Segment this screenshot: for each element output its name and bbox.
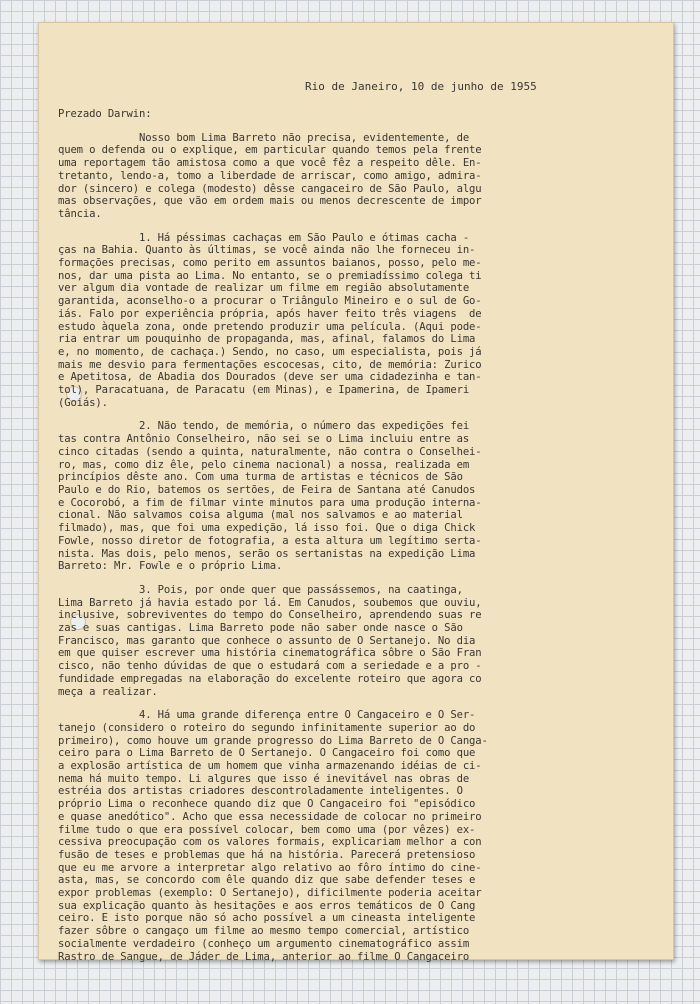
text-line: 4. Há uma grande diferença entre O Cangaceiro e O Ser- (58, 709, 476, 722)
text-line: próprio Lima o reconhece quando diz que O Cangaceiro foi "episódico (58, 798, 476, 811)
paragraph-gap (58, 221, 646, 232)
text-line: tanejo (considero o roteiro do segundo infinitamente superior ao do (58, 721, 476, 734)
text-line: zas e suas cantigas. Lima Barreto pode não saber onde nasce o São (58, 622, 463, 635)
text-line: Francisco, mas garanto que conhece o assunto de O Sertanejo. No dia (58, 634, 476, 647)
text-line: e quase anedótico". Acho que essa necessidade de colocar no primeiro (58, 810, 482, 823)
text-line: filme tudo o que era possível colocar, bem como uma (por vêzes) ex- (58, 823, 476, 836)
text-line: inclusive, sobreviventes do tempo do Conselheiro, aprendendo suas re (58, 609, 482, 622)
text-line: filmado), mas, que foi uma expedição, lá isso foi. Que o diga Chick (58, 522, 476, 535)
text-line: fundidade empregadas na elaboração do excelente roteiro que agora co (58, 672, 482, 685)
text-line: 2. Não tendo, de memória, o número das expedições fei (58, 420, 470, 433)
text-line: em que quiser escrever uma história cinematográfica sôbre o São Fran (58, 647, 482, 660)
text-line: nema há muito tempo. Li algures que isso é inevitável nas obras de (58, 772, 470, 785)
text-line: ro, mas, como diz êle, pelo cinema nacional) a nossa, realizada em (58, 458, 470, 471)
paragraph-gap (58, 573, 646, 584)
text-line: 3. Pois, por onde quer que passássemos, na caatinga, (58, 583, 463, 596)
text-line: nista. Mas dois, pelo menos, serão os sertanistas na expedição Lima (58, 547, 476, 560)
text-line: estudo àquela zona, onde pretendo produzir uma película. (Aqui pode- (58, 320, 482, 333)
text-line: ria entrar um pouquinho de propaganda, mas, afinal, falamos do Lima (58, 333, 476, 346)
text-line: formações precisas, como perito em assuntos baianos, posso, pelo me- (58, 257, 482, 270)
paragraph-4 (58, 584, 646, 698)
text-line: fusão de teses e problemas que há na história. Parecerá pretensioso (58, 848, 476, 861)
text-line: ças na Bahia. Quanto às últimas, se você ainda não lhe forneceu in- (58, 244, 476, 257)
text-line: (Goiás). (58, 396, 108, 409)
text-line: uma reportagem tão amistosa como a que você fêz a respeito dêle. En- (58, 157, 482, 170)
paragraph-gap (58, 121, 646, 132)
text-line: fazer sôbre o cangaço um filme ao mesmo tempo comercial, artístico (58, 925, 470, 938)
text-line: quem o defenda ou o explique, em particular quando temos pela frente (58, 144, 482, 157)
text-line: mais me desvio para fermentações escocesas, cito, de memória: Zurico (58, 358, 482, 371)
text-line: garantida, aconselho-o a procurar o Triângulo Mineiro e o sul de Go- (58, 295, 482, 308)
text-line: Rastro de Sangue, de Jáder de Lima, anterior ao filme O Cangaceiro (58, 950, 470, 963)
paragraph-2 (58, 232, 646, 410)
text-line: Nosso bom Lima Barreto não precisa, evidentemente, de (58, 131, 470, 144)
text-line: meça a realizar. (58, 685, 158, 698)
text-line: cisco, não tenho dúvidas de que o estudará com a seriedade e a pro - (58, 660, 482, 673)
paragraph-5 (58, 709, 646, 963)
text-line: Barreto: Mr. Fowle e o próprio Lima. (58, 560, 283, 573)
text-line: e, no momento, de cachaça.) Sendo, no caso, um especialista, pois já (58, 345, 482, 358)
text-line: primeiro), como houve um grande progresso do Lima Barreto de O Canga- (58, 734, 488, 747)
paragraph-gap (58, 409, 646, 420)
text-line: a explosão artística de um homem que vinha armazenando idéias de ci- (58, 760, 482, 773)
text-line: Paulo e do Rio, batemos os sertões, de Feira de Santana até Canudos (58, 483, 476, 496)
text-line: tretanto, lendo-a, tomo a liberdade de arriscar, como amigo, admira- (58, 169, 482, 182)
text-line: iás. Falo por experiência própria, após haver feito três viagens de (58, 307, 482, 320)
text-line: e Cocorobó, a fim de filmar vinte minutos para uma produção interna- (58, 496, 482, 509)
paragraph-1 (58, 132, 646, 221)
text-line: tas contra Antônio Conselheiro, não sei se o Lima incluiu entre as (58, 433, 470, 446)
text-line: socialmente verdadeiro (conheço um argumento cinematográfico assim (58, 937, 470, 950)
text-line: ceiro para o Lima Barreto de O Sertanejo. O Cangaceiro foi como que (58, 747, 476, 760)
text-line: princípios dêste ano. Com uma turma de artistas e técnicos de São (58, 471, 463, 484)
paragraph-3 (58, 420, 646, 572)
text-line: nos, dar uma pista ao Lima. No entanto, se o premiadíssimo colega ti (58, 269, 482, 282)
text-line: tol), Paracatuana, de Paracatu (em Minas), e Ipamerina, de Ipameri (58, 384, 470, 397)
letter-date: Rio de Janeiro, 10 de junho de 1955 (305, 80, 537, 93)
text-line: sua explicação quanto às hesitações e aos erros temáticos de O Cang (58, 899, 476, 912)
text-line: estréia dos artistas criadores descontroladamente inteligentes. O (58, 785, 463, 798)
text-line: asta, mas, se concordo com êle quando diz que sabe defender teses e (58, 874, 476, 887)
text-line: ver algum dia vontade de realizar um filme em região absolutamente (58, 282, 470, 295)
text-line: cessiva preocupação com os valores formais, explicariam melhor a con (58, 836, 482, 849)
text-line: tância. (58, 207, 102, 220)
text-line: dor (sincero) e colega (modesto) dêsse cangaceiro de São Paulo, algu (58, 182, 482, 195)
text-line: cional. Não salvamos coisa alguma (mal nos salvamos e ao material (58, 509, 463, 522)
text-line: mas observações, que vão em ordem mais ou menos decrescente de impor (58, 195, 482, 208)
paragraph-gap (58, 698, 646, 709)
text-line: Fowle, nosso diretor de fotografia, a esta altura um legítimo serta- (58, 534, 482, 547)
salutation: Prezado Darwin: (58, 108, 152, 120)
text-line: cinco citadas (sendo a quinta, naturalmente, não contra o Conselhei- (58, 445, 482, 458)
text-line: ceiro. E isto porque não só acho possível a um cineasta inteligente (58, 912, 476, 925)
paragraphs (58, 121, 646, 964)
letter-body (58, 80, 646, 963)
text-line: Lima Barreto já havia estado por lá. Em Canudos, soubemos que ouviu, (58, 596, 482, 609)
text-line: expor problemas (exemplo: O Sertanejo), dificilmente poderia aceitar (58, 887, 482, 900)
text-line: que eu me arvore a interpretar algo relativo ao fôro íntimo do cine- (58, 861, 482, 874)
text-line: e Apetitosa, de Abadia dos Dourados (deve ser uma cidadezinha e tan- (58, 371, 482, 384)
text-line: 1. Há péssimas cachaças em São Paulo e ótimas cacha - (58, 231, 470, 244)
